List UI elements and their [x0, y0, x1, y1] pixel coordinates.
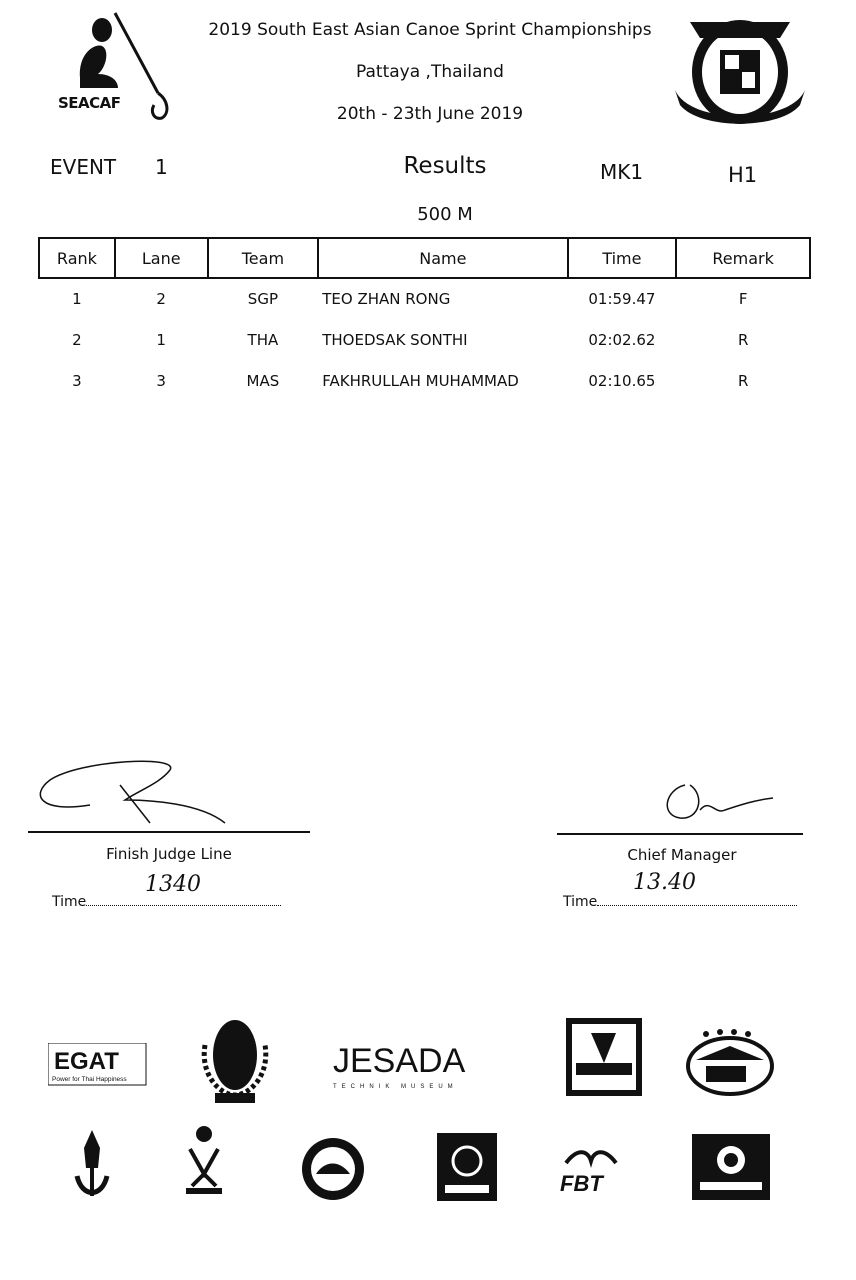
results-table: [38, 237, 811, 401]
sports-authority-emblem: [200, 1015, 270, 1105]
cell-name: TEO ZHAN RONG: [322, 290, 451, 308]
table-row: [39, 360, 810, 401]
egat-name: EGAT: [54, 1048, 119, 1075]
time-label: Time: [563, 894, 598, 910]
egat-tagline: Power for Thai Happiness: [52, 1076, 127, 1083]
cell-name: THOEDSAK SONTHI: [322, 330, 468, 349]
location: Pattaya ,Thailand: [356, 62, 504, 82]
dark-square-logo: [437, 1133, 499, 1203]
seacaf-logo: [40, 8, 190, 128]
navy-emblem: [72, 1128, 112, 1200]
cell-team: SGP: [247, 290, 278, 308]
col-rank: Rank: [39, 238, 115, 278]
circular-seal-logo: [300, 1136, 366, 1202]
cell-time: 02:10.65: [588, 371, 656, 390]
col-remark: Remark: [676, 238, 810, 278]
crest-icon: [670, 10, 810, 135]
results-heading: Results: [403, 153, 487, 179]
cell-rank: 3: [72, 371, 82, 390]
cell-lane: 3: [156, 371, 166, 390]
cell-rank: 2: [72, 330, 82, 349]
farm-sponsor-logo: [686, 1028, 776, 1098]
sponsor-square-logo: [566, 1018, 644, 1098]
chief-manager-signature: [655, 770, 785, 830]
table-row: [39, 319, 810, 360]
cell-remark: R: [737, 371, 749, 390]
jesada-name: JESADA: [333, 1042, 466, 1080]
chief-manager-time-handwritten: 13.40: [633, 870, 696, 895]
cell-name: FAKHRULLAH MUHAMMAD: [322, 371, 519, 390]
col-lane: Lane: [115, 238, 208, 278]
finish-judge-time-handwritten: 1340: [145, 872, 201, 897]
col-name: Name: [318, 238, 567, 278]
table-row: [39, 278, 810, 319]
finish-judge-label: Finish Judge Line: [106, 845, 232, 863]
cell-time: 02:02.62: [588, 330, 656, 349]
event-number: 1: [155, 155, 168, 179]
event-label: EVENT: [50, 155, 117, 179]
chief-manager-label: Chief Manager: [627, 846, 737, 864]
finish-judge-signature-line: [28, 831, 310, 833]
race-distance: 500 M: [417, 204, 473, 225]
table-header-row: [39, 238, 810, 278]
jesada-logo: [333, 1040, 468, 1095]
event-dates: 20th - 23th June 2019: [336, 104, 524, 124]
cell-rank: 1: [72, 290, 82, 308]
championship-title: 2019 South East Asian Canoe Sprint Championships: [208, 20, 652, 40]
cell-time: 01:59.47: [588, 290, 656, 308]
fbt-name: FBT: [560, 1171, 603, 1195]
association-emblem: [670, 10, 810, 135]
col-time: Time: [568, 238, 677, 278]
bank-sponsor-logo: [692, 1134, 772, 1202]
chief-manager-signature-line: [557, 833, 803, 835]
nsdf-logo: [180, 1124, 228, 1204]
heat-number: H1: [728, 163, 758, 187]
event-category: MK1: [600, 160, 644, 184]
org-abbrev: SEACAF: [58, 94, 121, 112]
cell-remark: R: [737, 330, 749, 349]
finish-judge-signature: [30, 755, 240, 830]
cell-team: MAS: [246, 371, 280, 390]
fbt-logo: [558, 1143, 624, 1195]
cell-lane: 1: [156, 330, 166, 349]
col-team: Team: [208, 238, 319, 278]
cell-remark: F: [738, 290, 748, 308]
jesada-subtitle: TECHNIK MUSEUM: [333, 1084, 458, 1090]
cell-team: THA: [247, 330, 279, 349]
cell-lane: 2: [156, 290, 166, 308]
chief-manager-time: [563, 893, 797, 910]
egat-logo: [48, 1043, 148, 1088]
time-dotted-line: [597, 893, 797, 906]
time-label: Time: [52, 894, 87, 910]
